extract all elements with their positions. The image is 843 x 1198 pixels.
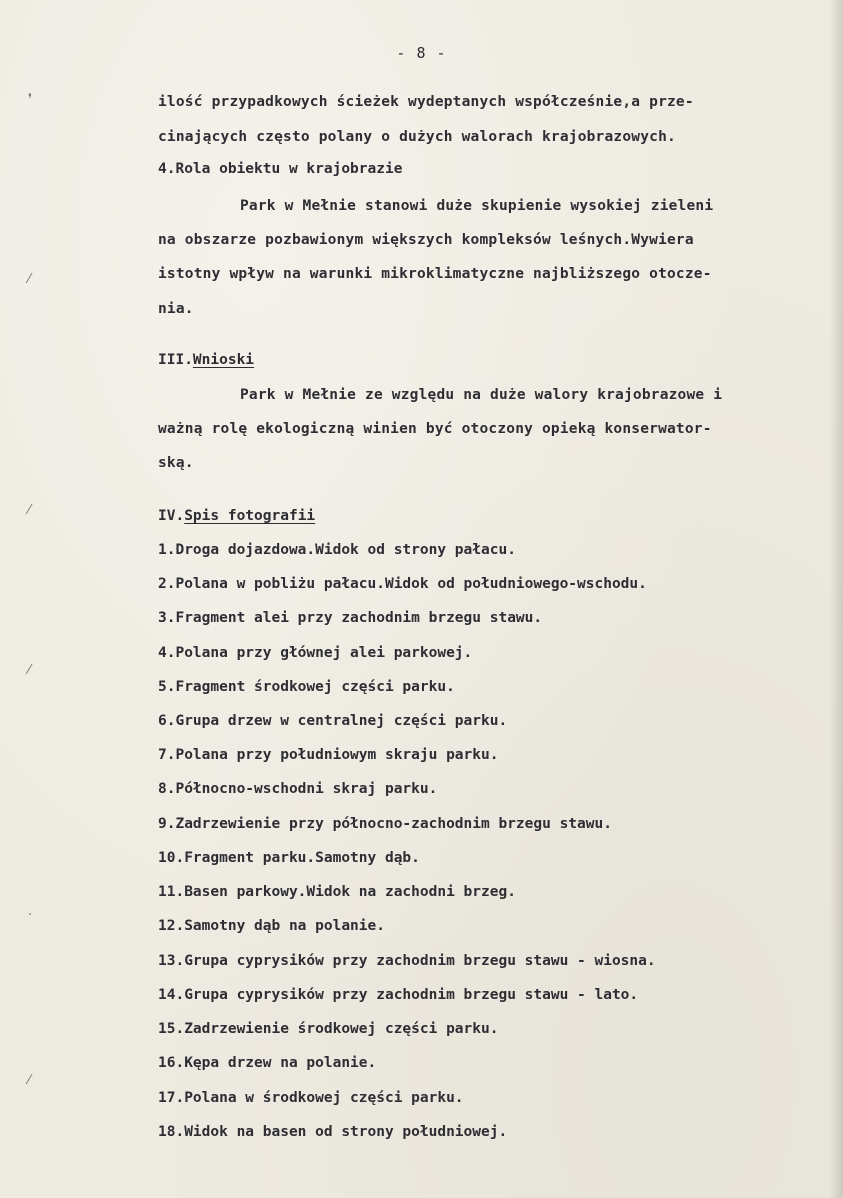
list-item: 9.Zadrzewienie przy północno-zachodnim brzegu stawu.	[158, 816, 612, 832]
list-item: 3.Fragment alei przy zachodnim brzegu stawu.	[158, 610, 543, 626]
list-item: 16.Kępa drzew na polanie.	[158, 1055, 377, 1071]
list-item: 1.Droga dojazdowa.Widok od strony pałacu.	[158, 542, 516, 558]
list-item: 17.Polana w środkowej części parku.	[158, 1090, 464, 1106]
text-line: cinających często polany o dużych walorach krajobrazowych.	[158, 129, 676, 145]
punch-mark-icon: ⁄	[28, 503, 31, 518]
list-item: 8.Północno-wschodni skraj parku.	[158, 781, 438, 797]
section-heading: 4.Rola obiektu w krajobrazie	[158, 161, 403, 177]
list-item: 10.Fragment parku.Samotny dąb.	[158, 850, 420, 866]
section-number: III.	[158, 352, 193, 368]
section-number: IV.	[158, 508, 185, 524]
text-line: na obszarze pozbawionym większych kompleksów leśnych.Wywiera	[158, 232, 694, 248]
text-line: Park w Mełnie stanowi duże skupienie wysokiej zieleni	[240, 198, 714, 214]
list-item: 2.Polana w pobliżu pałacu.Widok od południowego-wschodu.	[158, 576, 647, 592]
list-item: 5.Fragment środkowej części parku.	[158, 679, 455, 695]
section-heading-spis-fotografii	[158, 506, 315, 526]
list-item: 6.Grupa drzew w centralnej części parku.	[158, 713, 508, 729]
section-heading-wnioski	[158, 350, 254, 370]
text-line: ską.	[158, 455, 194, 471]
list-item: 7.Polana przy południowym skraju parku.	[158, 747, 499, 763]
text-line: ważną rolę ekologiczną winien być otoczony opieką konserwator-	[158, 421, 712, 437]
list-item: 18.Widok na basen od strony południowej.	[158, 1124, 508, 1140]
page-edge-shadow	[829, 0, 843, 1198]
list-item: 12.Samotny dąb na polanie.	[158, 918, 385, 934]
punch-mark-icon: ❜	[28, 92, 33, 107]
section-title: Spis fotografii	[184, 508, 316, 524]
page-number: - 8 -	[396, 44, 447, 62]
list-item: 14.Grupa cyprysików przy zachodnim brzegu stawu - lato.	[158, 987, 639, 1003]
list-item: 15.Zadrzewienie środkowej części parku.	[158, 1021, 499, 1037]
text-line: Park w Mełnie ze względu na duże walory krajobrazowe i	[240, 387, 723, 403]
list-item: 11.Basen parkowy.Widok na zachodni brzeg.	[158, 884, 516, 900]
section-title: Wnioski	[192, 352, 255, 368]
list-item: 4.Polana przy głównej alei parkowej.	[158, 645, 473, 661]
punch-mark-icon: ⁄	[28, 1073, 31, 1088]
text-line: nia.	[158, 301, 194, 317]
list-item: 13.Grupa cyprysików przy zachodnim brzegu stawu - wiosna.	[158, 953, 656, 969]
text-line: istotny wpływ na warunki mikroklimatyczne najbliższego otocze-	[158, 266, 712, 282]
punch-mark-icon: ·	[28, 908, 33, 923]
text-line: ilość przypadkowych ścieżek wydeptanych współcześnie,a prze-	[158, 94, 694, 110]
punch-mark-icon: ⁄	[28, 272, 31, 287]
punch-mark-icon: ⁄	[28, 663, 31, 678]
